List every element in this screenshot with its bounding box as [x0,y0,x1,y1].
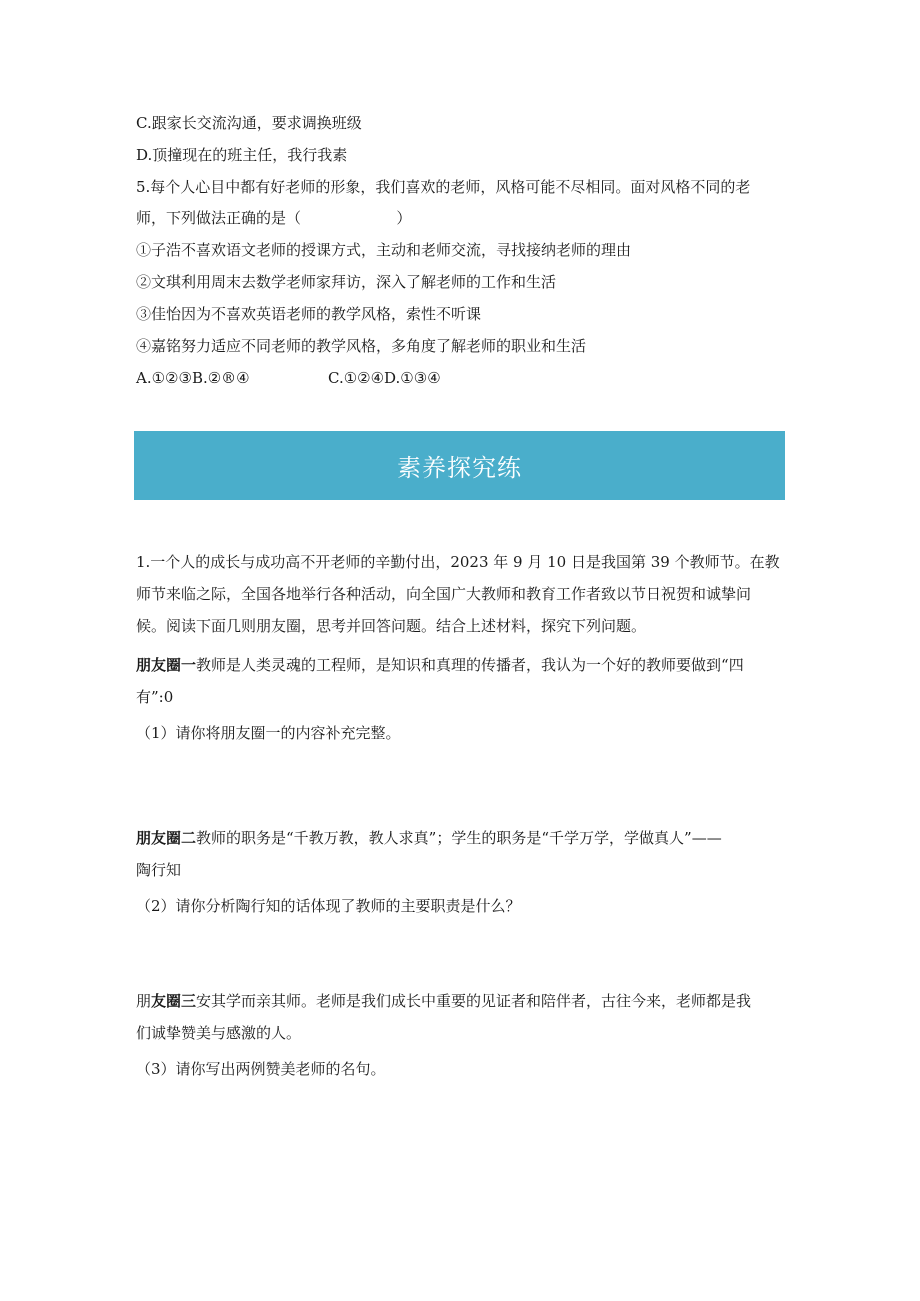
section-banner [134,431,785,500]
question-1-line-2: 师节来临之际，全国各地举行各种活动，向全国广大教师和教育工作者致以节日祝贺和诚挚问 [136,585,752,603]
section-banner-title: 素养探究练 [397,454,522,482]
question-1-line-1: 1.一个人的成长与成功高不开老师的辛勤付出，2023 年 9 月 10 日是我国第 39 个教师节。在教 [136,553,780,571]
moment-3-label: 友圈三 [151,992,197,1010]
question-1-line-3: 候。阅读下面几则朋友圈，思考并回答问题。结合上述材料，探究下列问题。 [136,617,647,635]
statement-4: ④嘉铭努力适应不同老师的教学风格，多角度了解老师的职业和生活 [136,337,587,355]
moment-3 [136,991,751,1011]
answer-options-ab: A.①②③B.②®④ [136,369,250,387]
sub-question-2: （2）请你分析陶行知的话体现了教师的主要职责是什么？ [136,897,521,915]
moment-3-prefix: 朋 [136,992,152,1010]
statement-3: ③佳怡因为不喜欢英语老师的教学风格，索性不听课 [136,305,482,323]
moment-1 [136,655,744,675]
moment-1-label: 朋友圈一 [136,656,197,674]
sub-question-3: （3）请你写出两例赞美老师的名句。 [136,1060,386,1078]
statement-2: ②文琪利用周末去数学老师家拜访，深入了解老师的工作和生活 [136,273,557,291]
option-d: D.顶撞现在的班主任，我行我素 [136,146,348,164]
moment-3-text: 安其学而亲其师。老师是我们成长中重要的见证者和陪伴者，古往今来，老师都是我 [196,992,752,1010]
moment-2-label: 朋友圈二 [136,829,197,847]
moment-2-text: 教师的职务是“千教万教，教人求真”；学生的职务是“千学万学，学做真人”—— [196,829,722,847]
moment-3-text-cont: 们诚挚赞美与感激的人。 [136,1024,302,1042]
sub-question-1: （1）请你将朋友圈一的内容补充完整。 [136,724,401,742]
answer-options-cd: C.①②④D.①③④ [328,369,441,387]
moment-2 [136,828,722,848]
moment-1-text: 教师是人类灵魂的工程师，是知识和真理的传播者，我认为一个好的教师要做到“四 [196,656,744,674]
question-5-line-2: 师，下列做法正确的是（ ） [136,209,412,227]
moment-1-text-cont: 有”:0 [136,688,174,706]
option-c: C.跟家长交流沟通，要求调换班级 [136,114,362,132]
question-5-line-1: 5.每个人心目中都有好老师的形象，我们喜欢的老师，风格可能不尽相同。面对风格不同的老 [136,178,751,196]
moment-2-text-cont: 陶行知 [136,861,182,879]
statement-1: ①子浩不喜欢语文老师的授课方式，主动和老师交流，寻找接纳老师的理由 [136,241,632,259]
